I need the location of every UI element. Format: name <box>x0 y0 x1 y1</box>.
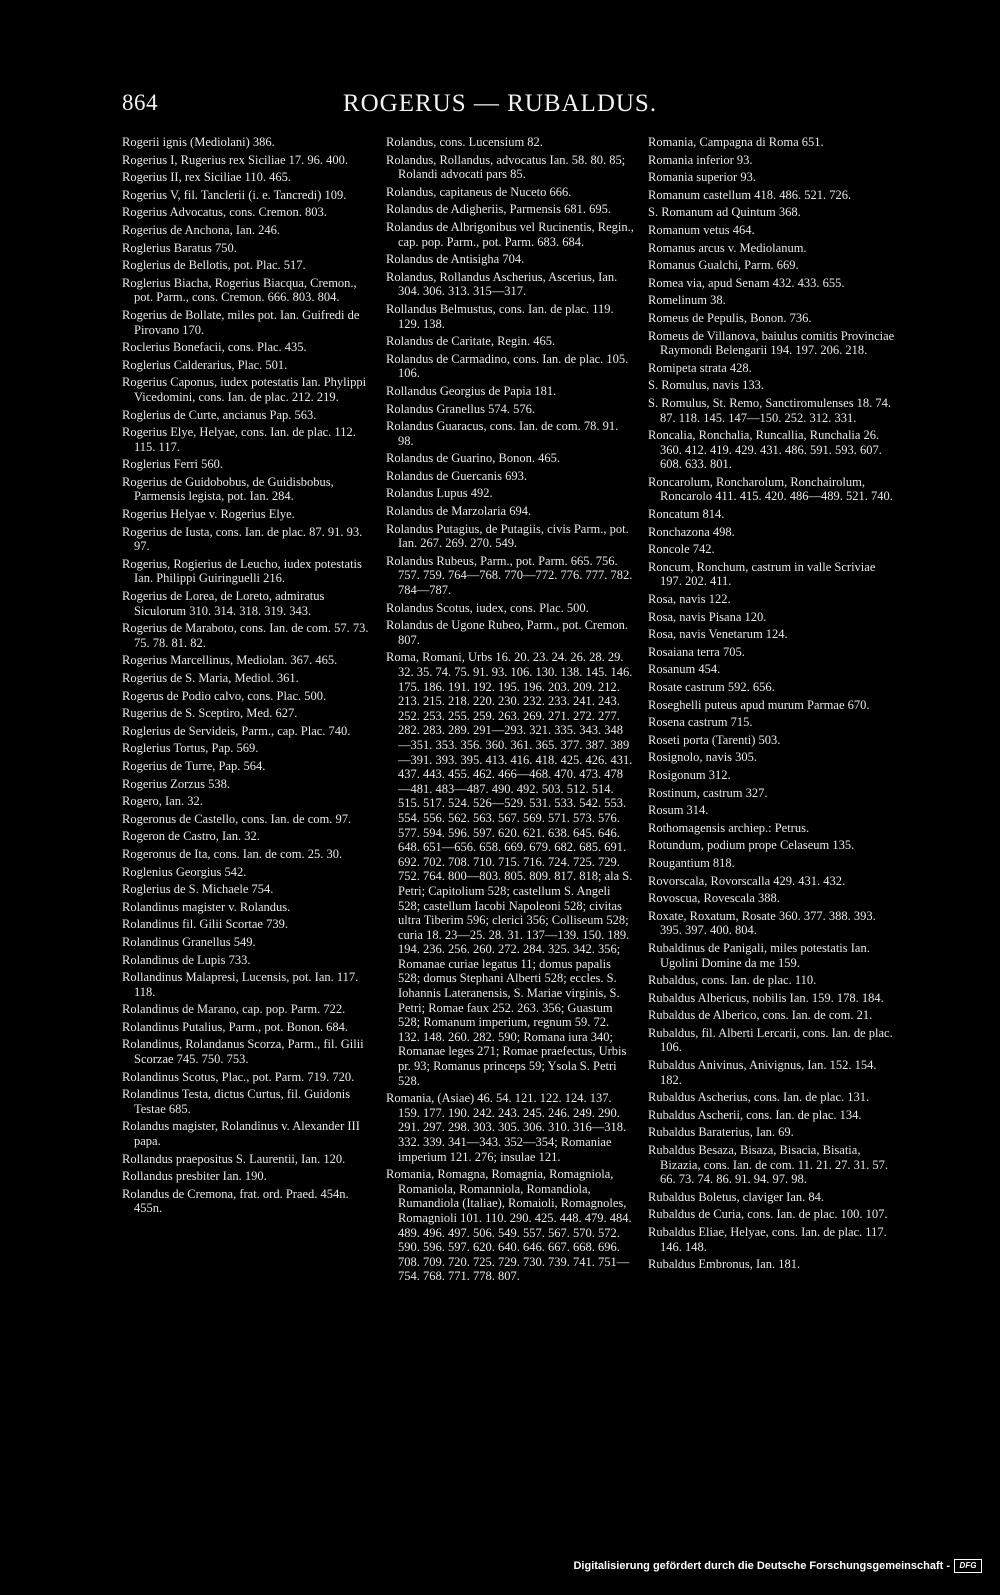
index-entry: Rogeron de Castro, Ian. 32. <box>122 829 260 844</box>
index-entry: Romanum vetus 464. <box>648 222 755 237</box>
index-entry: Rubaldus de Alberico, cons. Ian. de com. 21. <box>648 1008 873 1023</box>
index-entry: Rolandinus Putalius, Parm., pot. Bonon. 684. <box>122 1019 349 1034</box>
index-entry: Rolandus de Guercanis 693. <box>386 468 527 483</box>
index-entry: Romeus de Pepulis, Bonon. 736. <box>648 310 812 325</box>
index-entry: Rolandus Guaracus, cons. Ian. de com. 78. 91. 98. <box>386 419 619 448</box>
index-entry: Rolandus de Albrigonibus vel Rucinentis, Regin., cap. pop. Parm., pot. Parm. 683. 684. <box>386 219 634 249</box>
index-entry: Rogerius, Rogierius de Leucho, iudex potestatis Ian. Philippi Guiringuelli 216. <box>122 556 362 586</box>
index-entry: Roglerius de Bellotis, pot. Plac. 517. <box>122 258 306 273</box>
index-entry: Romeus de Villanova, baiulus comitis Provinciae Raymondi Belengarii 194. 197. 206. 218. <box>648 328 895 358</box>
index-entry: Romea via, apud Senam 432. 433. 655. <box>648 275 845 290</box>
index-entry: Rogerius Elye, Helyae, cons. Ian. de plac. 112. 115. 117. <box>122 425 356 454</box>
index-entry: Rollandinus Malapresi, Lucensis, pot. Ian. 117. 118. <box>122 970 359 999</box>
index-entry: Rolandus Putagius, de Putagiis, civis Parm., pot. Ian. 267. 269. 270. 549. <box>386 521 629 551</box>
index-entry: Rolandus de Ugone Rubeo, Parm., pot. Cremon. 807. <box>386 618 628 647</box>
index-entry: Rugerius de S. Sceptiro, Med. 627. <box>122 706 298 721</box>
index-entry: Rogerii ignis (Mediolani) 386. <box>122 135 275 149</box>
dfg-logo: DFG <box>954 1559 982 1573</box>
index-entry: Rubaldus Besaza, Bisaza, Bisacia, Bisatia, Bizazia, cons. Ian. de com. 11. 21. 27. 31. 57. 66. 73. 74. 86. 91. 94. 97. 98. <box>648 1143 888 1187</box>
index-entry: Rosa, navis 122. <box>648 592 731 607</box>
index-entry: Romania, Campagna di Roma 651. <box>648 135 824 149</box>
index-entry: Rogerius de Bollate, miles pot. Ian. Guifredi de Pirovano 170. <box>122 307 360 337</box>
index-entry: Rolandus de Marzolaria 694. <box>386 504 532 519</box>
index-entry: Roncalia, Ronchalia, Runcallia, Runchalia 26. 360. 412. 419. 429. 431. 486. 591. 593. 607. 608. 633. 801. <box>648 428 882 472</box>
index-entry: Roclerius Bonefacii, cons. Plac. 435. <box>122 340 307 355</box>
index-entry: Rosignolo, navis 305. <box>648 750 758 765</box>
index-entry: Rolandus de Caritate, Regin. 465. <box>386 334 556 349</box>
page-header <box>0 90 1000 130</box>
index-entry: Rogero, Ian. 32. <box>122 794 203 809</box>
index-entry: Rosanum 454. <box>648 662 721 677</box>
index-entry: Rogeronus de Castello, cons. Ian. de com. 97. <box>122 811 352 826</box>
index-entry: Rolandus Scotus, iudex, cons. Plac. 500. <box>386 600 589 615</box>
index-entry: Rolandus magister, Rolandinus v. Alexander III papa. <box>122 1119 360 1149</box>
index-entry: Rougantium 818. <box>648 855 735 870</box>
index-entry: Roglenius Georgius 542. <box>122 864 247 879</box>
index-entry: Rothomagensis archiep.: Petrus. <box>648 820 810 835</box>
index-entry: Rotundum, podium prope Celaseum 135. <box>648 838 855 853</box>
index-entry: Rosigonum 312. <box>648 767 731 782</box>
index-entry: Roxate, Roxatum, Rosate 360. 377. 388. 393. 395. 397. 400. 804. <box>648 908 876 938</box>
index-entry: Rubaldus de Curia, cons. Ian. de plac. 100. 107. <box>648 1207 888 1222</box>
index-entry: Romanus arcus v. Mediolanum. <box>648 240 807 255</box>
index-entry: Rubaldus Boletus, claviger Ian. 84. <box>648 1189 825 1204</box>
index-entry: Rubaldus, fil. Alberti Lercarii, cons. Ian. de plac. 106. <box>648 1025 893 1055</box>
index-entry: Rolandus Granellus 574. 576. <box>386 401 535 416</box>
index-entry: Rolandinus Granellus 549. <box>122 934 256 949</box>
index-entry: Rolandinus de Marano, cap. pop. Parm. 722. <box>122 1002 346 1017</box>
index-entry: Rosaiana terra 705. <box>648 644 745 659</box>
index-entry: Rolandus de Antisigha 704. <box>386 252 525 267</box>
index-entry: S. Romulus, St. Remo, Sanctiromulenses 18. 74. 87. 118. 145. 147—150. 252. 312. 331. <box>648 395 892 425</box>
index-entry: Roseti porta (Tarenti) 503. <box>648 732 781 747</box>
index-entry: S. Romulus, navis 133. <box>648 378 764 393</box>
index-entry: Rovoscua, Rovescala 388. <box>648 891 780 906</box>
index-entry: Rogerius de Guidobobus, de Guidisbobus, Parmensis legista, pot. Ian. 284. <box>122 474 334 504</box>
index-entry: Rolandinus Testa, dictus Curtus, fil. Guidonis Testae 685. <box>122 1087 351 1116</box>
index-entry: Romania superior 93. <box>648 170 756 185</box>
index-column-2 <box>386 135 634 1287</box>
index-entry: Rogerus de Podio calvo, cons. Plac. 500. <box>122 688 327 703</box>
index-entry: Roncatum 814. <box>648 507 725 522</box>
index-entry: Rogerius Marcellinus, Mediolan. 367. 465. <box>122 653 338 668</box>
index-entry: Rollandus Georgius de Papia 181. <box>386 383 557 398</box>
index-entry: Rogerius Advocatus, cons. Cremon. 803. <box>122 205 327 220</box>
index-entry: Rosa, navis Pisana 120. <box>648 609 767 624</box>
index-entry: Rogerius I, Rugerius rex Siciliae 17. 96. 400. <box>122 152 349 167</box>
index-entry: Rosum 314. <box>648 803 709 818</box>
index-entry: Rubaldus Ascherius, cons. Ian. de plac. 131. <box>648 1090 870 1105</box>
index-entry: Roncum, Ronchum, castrum in valle Scriviae 197. 202. 411. <box>648 559 876 589</box>
index-entry: Rubaldus Embronus, Ian. 181. <box>648 1257 801 1272</box>
index-entry: Rogerius de Anchona, Ian. 246. <box>122 222 280 237</box>
index-entry: Roma, Romani, Urbs 16. 20. 23. 24. 26. 28. 29. 32. 35. 74. 75. 91. 93. 106. 130. 138. 145. 146. 175. 186. 191. 192. 195. 196. 203. 209. 212. 213. 215. 218. 220. 230. 232. 233. 241. 243. 252. 253. 255. 259. 263. 269. 271. 272. 277. 282. 283. 289. 291—293. 321. 335. 343. 348—351. 353. 356. 360. 361. 365. 377. 387. 389—391. 393. 395. 413. 416. 418. 425. 426. 431. 437. 443. 455. 462. 466—468. 470. 473. 478—481. 483—487. 490. 492. 503. 512. 514. 515. 517. 524. 526—529. 531. 533. 542. 553. 554. 556. 562. 563. 567. 569. 571. 573. 576. 577. 594. 596. 597. 620. 621. 638. 645. 646. 648. 651—656. 658. 669. 679. 682. 685. 691. 692. 702. 708. 710. 715. 716. 724. 725. 729. 752. 764. 800—803. 805. 809. 817. 818; ala S. Petri; Capitolium 528; castellum S. Angeli 528; castellum Iacobi Napoleoni 528; civitas ultra Tiberim 596; clerici 356; Colliseum 528; curia 18. 23—25. 28. 31. 137—139. 150. 189. 194. 236. 256. 260. 272. 284. 325. 342. 356; Romanae curiae legatus 11; domus papalis 528; domus Stephani Alberti 528; eccles. S. Iohannis Lateranensis, S. Mariae virginis, S. Petri; Romae faux 252. 263. 356; Guastum 528; Romanum imperium, regnum 59. 72. 132. 148. 260. 282. 590; Romana iura 340; Romanae leges 271; Romae praefectus, Urbis pr. 93; Romanus princeps 59; Ysola S. Petri 528. <box>386 650 633 1088</box>
index-entry: Rovorscala, Rovorscalla 429. 431. 432. <box>648 873 846 888</box>
index-entry: Romanus Gualchi, Parm. 669. <box>648 258 799 273</box>
index-entry: Romipeta strata 428. <box>648 360 752 375</box>
index-entry: Rogerius de Iusta, cons. Ian. de plac. 87. 91. 93. 97. <box>122 524 363 554</box>
index-entry: Roglerius de Curte, ancianus Pap. 563. <box>122 407 317 422</box>
index-entry: Romelinum 38. <box>648 293 726 308</box>
index-entry: Romania, Romagna, Romagnia, Romagniola, Romaniola, Romanniola, Romandiola, Rumandiola (Italiae), Romaioli, Romagnoles, Romagnioli 101. 110. 290. 425. 448. 479. 484. 489. 496. 497. 506. 549. 557. 567. 570. 572. 590. 596. 597. 620. 640. 646. 667. 668. 696. 708. 709. 720. 725. 729. 730. 739. 741. 751—754. 768. 771. 778. 807. <box>386 1167 632 1284</box>
index-entry: Roglerius de S. Michaele 754. <box>122 882 274 897</box>
index-entry: Roseghelli puteus apud murum Parmae 670. <box>648 697 870 712</box>
index-entry: Rogerius de Lorea, de Loreto, admiratus Siculorum 310. 314. 318. 319. 343. <box>122 589 325 618</box>
index-entry: Rolandus Lupus 492. <box>386 486 493 501</box>
index-entry: Rolandinus de Lupis 733. <box>122 952 251 967</box>
index-entry: Rolandus de Guarino, Bonon. 465. <box>386 451 560 466</box>
index-entry: Roglerius Biacha, Rogerius Biacqua, Cremon., pot. Parm., cons. Cremon. 666. 803. 804. <box>122 275 357 305</box>
index-entry: Roncole 742. <box>648 542 715 557</box>
index-entry: Rolandus Rubeus, Parm., pot. Parm. 665. 756. 757. 759. 764—768. 770—772. 776. 777. 782. 784—787. <box>386 553 633 598</box>
index-entry: Rogerius V, fil. Tanclerii (i. e. Tancredi) 109. <box>122 187 347 202</box>
index-entry: Rogerius II, rex Siciliae 110. 465. <box>122 170 291 185</box>
index-entry: Romanum castellum 418. 486. 521. 726. <box>648 187 852 202</box>
index-entry: Rolandinus, Rolandanus Scorza, Parm., fil. Gilii Scorzae 745. 750. 753. <box>122 1037 364 1067</box>
dfg-footer <box>573 1559 982 1573</box>
footer-text: Digitalisierung gefördert durch die Deutsche Forschungsgemeinschaft - <box>573 1560 950 1572</box>
index-entry: Romania, (Asiae) 46. 54. 121. 122. 124. 137. 159. 177. 190. 242. 243. 245. 246. 249. 290. 291. 297. 298. 303. 305. 306. 310. 316—318. 332. 339. 341—343. 352—354; Romaniae imperium 121. 276; insulae 121. <box>386 1091 627 1164</box>
index-entry: Roglerius Baratus 750. <box>122 240 237 255</box>
index-entry: Rollandus Belmustus, cons. Ian. de plac. 119. 129. 138. <box>386 301 614 331</box>
index-entry: Ronchazona 498. <box>648 524 735 539</box>
index-entry: Rubaldus Albericus, nobilis Ian. 159. 178. 184. <box>648 990 884 1005</box>
index-entry: Rollandus presbiter Ian. 190. <box>122 1169 267 1184</box>
index-entry: Rogeronus de Ita, cons. Ian. de com. 25. 30. <box>122 846 343 861</box>
index-entry: Rogerius Zorzus 538. <box>122 776 230 791</box>
index-entry: Rolandus de Adigheriis, Parmensis 681. 695. <box>386 202 611 217</box>
index-entry: Rolandus, Rollandus Ascherius, Ascerius, Ian. 304. 306. 313. 315—317. <box>386 269 618 299</box>
index-entry: S. Romanum ad Quintum 368. <box>648 205 801 220</box>
index-entry: Rogerius de Turre, Pap. 564. <box>122 758 266 773</box>
index-entry: Rosate castrum 592. 656. <box>648 680 775 694</box>
index-entry: Rosa, navis Venetarum 124. <box>648 627 788 642</box>
index-entry: Rubaldus Anivinus, Anivignus, Ian. 152. 154. 182. <box>648 1058 877 1087</box>
index-entry: Rubaldus Eliae, Helyae, cons. Ian. de plac. 117. 146. 148. <box>648 1225 887 1254</box>
index-entry: Rogerius de S. Maria, Mediol. 361. <box>122 671 299 685</box>
index-entry: Rogerius de Maraboto, cons. Ian. de com. 57. 73. 75. 78. 81. 82. <box>122 621 369 650</box>
index-entry: Romania inferior 93. <box>648 152 753 167</box>
index-entry: Rolandinus magister v. Rolandus. <box>122 899 291 914</box>
index-column-3 <box>648 135 896 1275</box>
index-entry: Rolandus de Carmadino, cons. Ian. de plac. 105. 106. <box>386 351 629 381</box>
index-entry: Roglerius Calderarius, Plac. 501. <box>122 357 288 372</box>
index-entry: Rolandus de Cremona, frat. ord. Praed. 454n. 455n. <box>122 1186 349 1216</box>
index-entry: Roglerius Ferri 560. <box>122 457 224 472</box>
running-head: ROGERUS — RUBALDUS. <box>342 90 658 117</box>
index-entry: Rubaldus Ascherii, cons. Ian. de plac. 134. <box>648 1107 862 1122</box>
index-entry: Roncarolum, Roncharolum, Ronchairolum, Roncarolo 411. 415. 420. 486—489. 521. 740. <box>648 474 893 504</box>
index-entry: Rubaldus, cons. Ian. de plac. 110. <box>648 973 817 988</box>
index-entry: Rolandus, Rollandus, advocatus Ian. 58. 80. 85; Rolandi advocati pars 85. <box>386 152 626 182</box>
index-entry: Rolandinus fil. Gilii Scortae 739. <box>122 917 288 932</box>
index-entry: Rolandinus Scotus, Plac., pot. Parm. 719. 720. <box>122 1069 355 1084</box>
index-entry: Rollandus praepositus S. Laurentii, Ian. 120. <box>122 1151 346 1166</box>
page-number: 864 <box>122 90 158 115</box>
index-entry: Rogerius Helyae v. Rogerius Elye. <box>122 507 295 522</box>
index-entry: Rosena castrum 715. <box>648 715 753 730</box>
index-entry: Rolandus, cons. Lucensium 82. <box>386 135 543 149</box>
index-entry: Roglerius Tortus, Pap. 569. <box>122 741 259 756</box>
index-entry: Rostinum, castrum 327. <box>648 785 768 800</box>
index-entry: Rubaldinus de Panigali, miles potestatis Ian. Ugolini Domine da me 159. <box>648 940 870 970</box>
index-entry: Rolandus, capitaneus de Nuceto 666. <box>386 184 572 199</box>
index-entry: Roglerius de Servideis, Parm., cap. Plac. 740. <box>122 723 351 738</box>
index-column-1 <box>122 135 370 1219</box>
index-entry: Rogerius Caponus, iudex potestatis Ian. Phylippi Vicedomini, cons. Ian. de plac. 212. 219. <box>122 375 367 404</box>
index-entry: Rubaldus Baraterius, Ian. 69. <box>648 1125 794 1140</box>
